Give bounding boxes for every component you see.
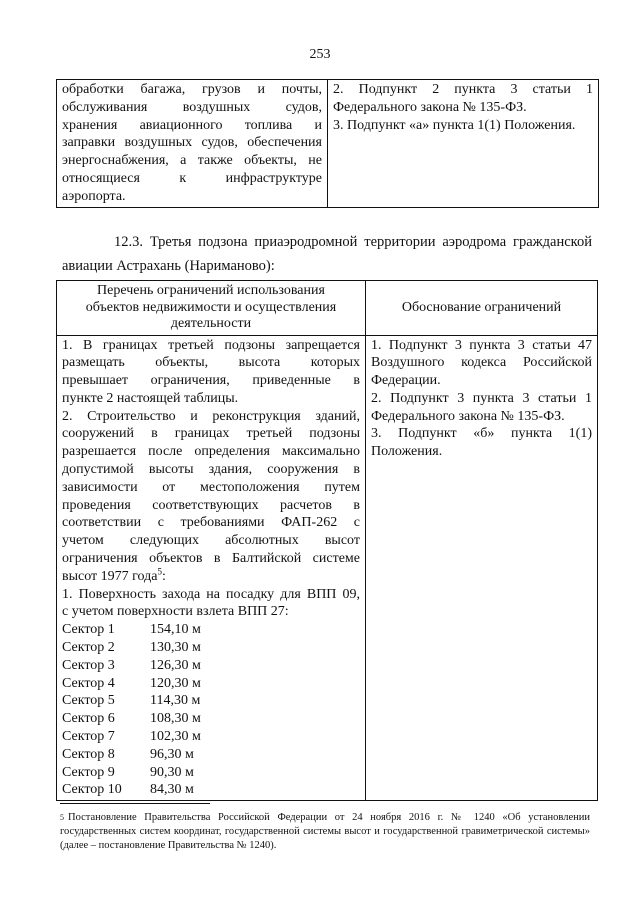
justification-cell <box>328 80 599 208</box>
text-line: превышает ограничения, приведенные в <box>62 373 360 389</box>
sector-list <box>62 621 360 799</box>
sector-row <box>62 639 360 657</box>
sector-name: Сектор 4 <box>62 675 115 691</box>
table-row <box>57 80 599 208</box>
sector-row <box>62 657 360 675</box>
sector-name: Сектор 7 <box>62 729 115 745</box>
page-number: 253 <box>309 47 331 62</box>
justification-cell <box>366 335 598 801</box>
table-row <box>57 335 598 801</box>
text-line: размещать объекты, высота которых <box>62 355 360 371</box>
text-line: 1. В границах третьей подзоны запрещается <box>62 337 360 353</box>
sector-height: 102,30 м <box>150 729 201 745</box>
sector-name: Сектор 9 <box>62 764 115 780</box>
sector-height: 126,30 м <box>150 657 201 673</box>
text-line: обработки багажа, грузов и почты, <box>62 82 322 97</box>
text-line: пункте 2 настоящей таблицы. <box>62 390 239 406</box>
sector-height: 108,30 м <box>150 711 201 727</box>
text-line: разрешается после определения максимально <box>62 444 360 460</box>
text-line: соответствии с требованиями ФАП-262 с <box>62 515 360 531</box>
sector-name: Сектор 8 <box>62 746 115 762</box>
column-header-restrictions: Перечень ограничений использования объектов недвижимости и осуществления деятельности <box>57 281 366 336</box>
text-line: Федерации. <box>371 373 441 389</box>
text-line: Федерального закона № 135-ФЗ. <box>371 408 565 424</box>
text-line: энергоснабжения, а также объекты, не <box>62 153 322 169</box>
text-line: допустимой высоты здания, сооружения в <box>62 462 360 478</box>
sector-row <box>62 675 360 693</box>
sector-height: 96,30 м <box>150 746 194 762</box>
footnote-reference: 5 <box>157 566 162 577</box>
sector-height: 130,30 м <box>150 640 201 656</box>
text-line: 3. Подпункт «б» пункта 1(1) <box>371 426 592 442</box>
sector-name: Сектор 1 <box>62 622 115 638</box>
column-header-justification: Обоснование ограничений <box>366 281 598 336</box>
sector-row <box>62 692 360 710</box>
sector-height: 114,30 м <box>150 693 201 709</box>
restrictions-cell <box>57 80 328 208</box>
text-line: 2. Строительство и реконструкция зданий, <box>62 408 360 424</box>
sector-name: Сектор 6 <box>62 711 115 727</box>
restrictions-cell <box>57 335 366 801</box>
sector-row <box>62 764 360 782</box>
text-line: Федерального закона № 135-ФЗ. <box>333 99 527 115</box>
sector-height: 120,30 м <box>150 675 201 691</box>
sector-row <box>62 621 360 639</box>
text-line: ограничения объектов в Балтийской системе <box>62 551 360 567</box>
text-line: обслуживания воздушных судов, <box>62 99 322 115</box>
text-line: 1. Поверхность захода на посадку для ВПП 09, <box>62 586 360 602</box>
text-line: 1. Подпункт 3 пункта 3 статьи 47 <box>371 337 592 353</box>
sector-name: Сектор 3 <box>62 657 115 673</box>
footnote-divider <box>60 803 210 804</box>
footnote <box>60 811 590 853</box>
footnote-mark: 5 <box>60 813 64 822</box>
text-line: аэропорта. <box>62 188 126 204</box>
text-line: сооружений в границах третьей подзоны <box>62 426 360 442</box>
continuation-table <box>56 79 599 208</box>
sector-height: 84,30 м <box>150 782 194 798</box>
sector-name: Сектор 5 <box>62 693 115 709</box>
sector-row <box>62 746 360 764</box>
sector-row <box>62 710 360 728</box>
text-line: 3. Подпункт «а» пункта 1(1) Положения. <box>333 117 576 133</box>
text-line: относящиеся к инфраструктуре <box>62 170 322 186</box>
text-line: с учетом поверхности взлета ВПП 27: <box>62 604 289 620</box>
sector-height: 154,10 м <box>150 622 201 638</box>
footnote-text: Постановление Правительства Российской Федерации от 24 ноября 2016 г. № 1240 «Об установлении государственных систем координат, государственной системы высот и государственной гравиметрической системы» (далее – постановление Правительства № 1240). <box>60 812 590 851</box>
restrictions-table <box>56 280 598 801</box>
section-heading: 12.3. Третья подзона приаэродромной территории аэродрома гражданской авиации Астрахань (Нариманово): <box>62 234 592 274</box>
text-line: Воздушного кодекса Российской <box>371 355 592 371</box>
text-line: заправки воздушных судов, обеспечения <box>62 135 322 151</box>
text-line: высот 1977 года$^5$: <box>62 566 166 584</box>
text-line: 2. Подпункт 3 пункта 3 статьи 1 <box>371 390 592 406</box>
text-line: проведения соответствующих расчетов в <box>62 497 360 513</box>
table-header-row <box>57 281 598 336</box>
sector-height: 90,30 м <box>150 764 194 780</box>
text-line: Положения. <box>371 444 443 460</box>
sector-name: Сектор 10 <box>62 782 122 798</box>
sector-name: Сектор 2 <box>62 640 115 656</box>
text-line: хранения авиационного топлива и <box>62 117 322 133</box>
text-line: зависимости от местоположения путем <box>62 479 360 495</box>
text-line: 2. Подпункт 2 пункта 3 статьи 1 <box>333 82 593 97</box>
sector-row <box>62 781 360 799</box>
sector-row <box>62 728 360 746</box>
text-line: учетом следующих абсолютных высот <box>62 533 360 549</box>
